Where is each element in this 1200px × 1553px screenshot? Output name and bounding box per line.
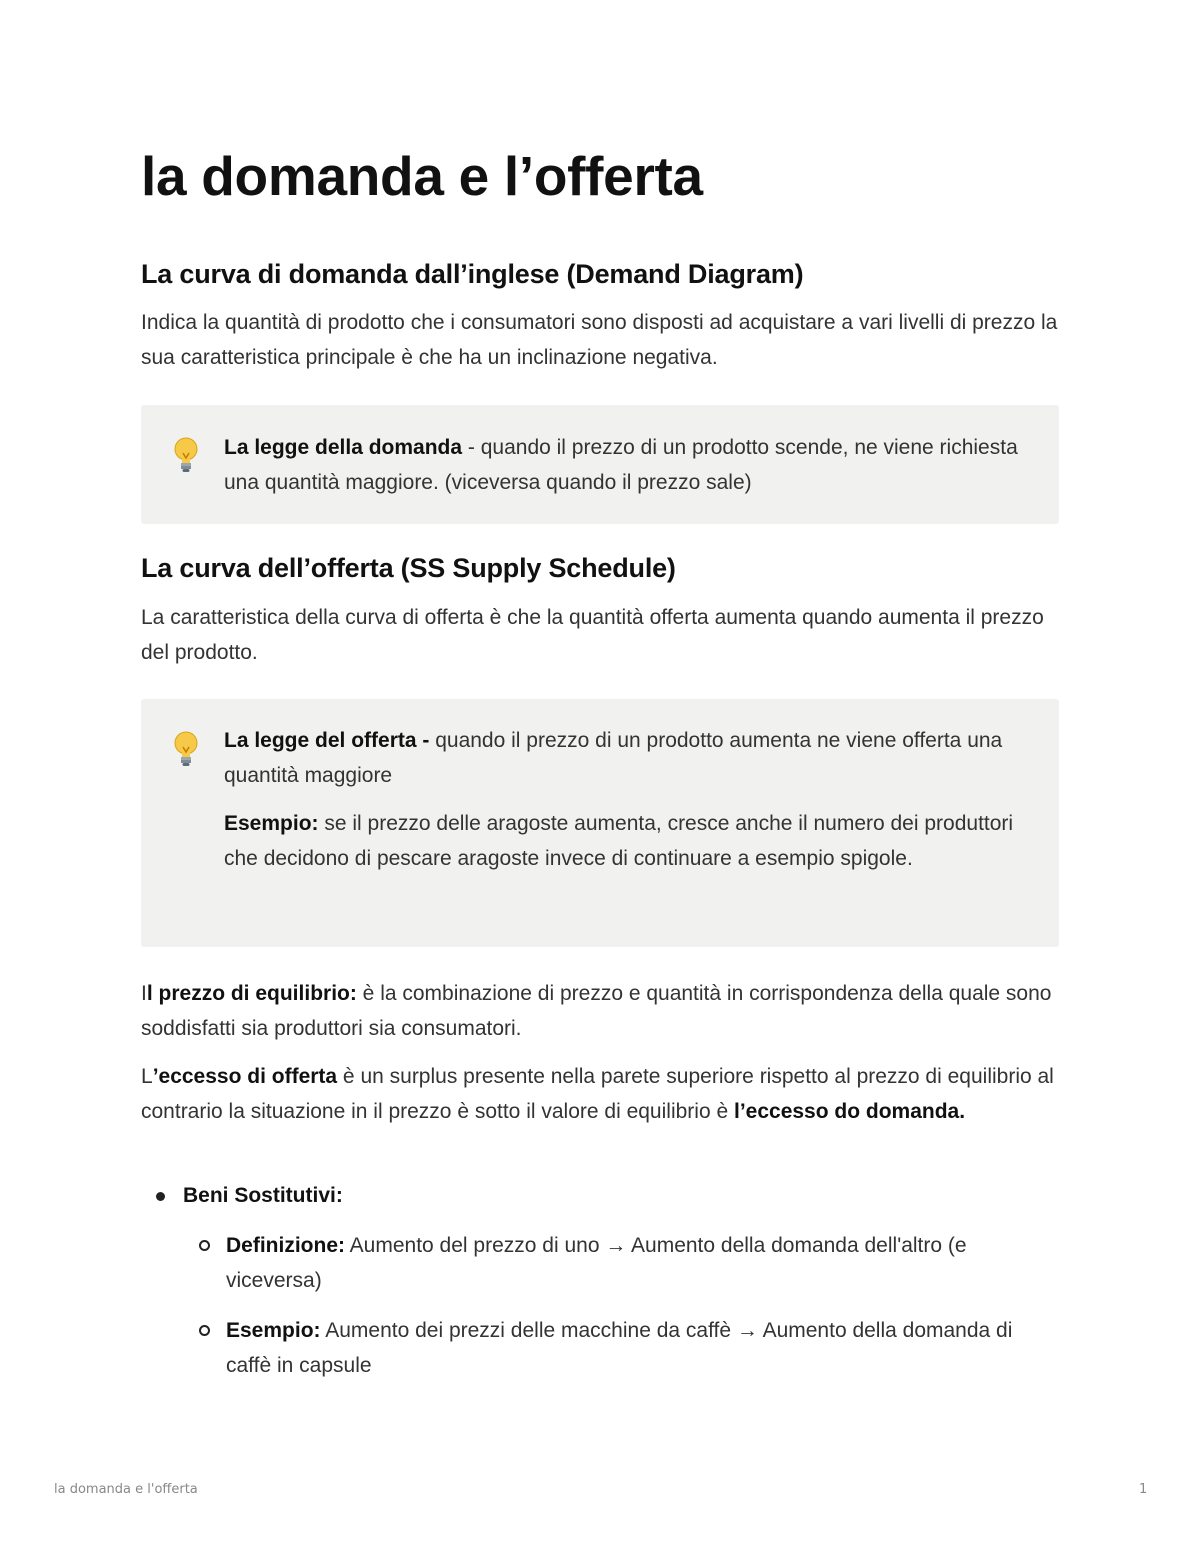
footer-title: la domanda e l'offerta	[54, 1482, 198, 1497]
list-item-label: Beni Sostitutivi:	[183, 1184, 343, 1207]
lightbulb-icon	[169, 435, 203, 475]
paragraph-equilibrium	[141, 976, 1059, 1046]
callout-demand-bold: La legge della domanda	[224, 436, 463, 459]
excess-bold-demand: l’eccesso do domanda.	[733, 1100, 966, 1123]
callout-supply-bold: La legge del offerta -	[224, 729, 430, 752]
callout-supply-text	[224, 723, 1039, 793]
section-heading-demand: La curva di domanda dall’inglese (Demand Diagram)	[141, 259, 804, 289]
list-item	[183, 1178, 1059, 1213]
page-number: 1	[1139, 1482, 1148, 1497]
sub-item-bold: Esempio:	[226, 1319, 321, 1342]
paragraph-supply: La caratteristica della curva di offerta è che la quantità offerta aumenta quando aumenta il prezzo del prodotto.	[141, 606, 1044, 664]
section-heading-supply: La curva dell’offerta (SS Supply Schedule)	[141, 553, 676, 583]
bullet-circle-icon	[199, 1325, 210, 1336]
paragraph-demand: Indica la quantità di prodotto che i consumatori sono disposti ad acquistare a vari livelli di prezzo la sua caratteristica principale è che ha un inclinazione negativa.	[141, 311, 1058, 369]
lightbulb-icon	[169, 729, 203, 769]
excess-body: è un surplus presente nella parete superiore rispetto al prezzo di equilibrio al contrario la situazione in il prezzo è sotto il valore di equilibrio è	[141, 1065, 1054, 1123]
page-title: la domanda e l’offerta	[141, 145, 703, 207]
sub-item-bold: Definizione:	[226, 1234, 345, 1257]
paragraph-excess	[141, 1059, 1059, 1129]
callout-demand-body: - quando il prezzo di un prodotto scende, ne viene richiesta una quantità maggiore. (viceversa quando il prezzo sale)	[224, 436, 1018, 494]
equilibrium-bold: l prezzo di equilibrio:	[146, 982, 357, 1005]
callout-example-body: se il prezzo delle aragoste aumenta, cresce anche il numero dei produttori che decidono di pescare aragoste invece di continuare a esempio spigole.	[224, 812, 1014, 870]
list-item	[226, 1313, 1059, 1383]
excess-prefix: L	[141, 1065, 153, 1088]
bullet-dot-icon	[156, 1192, 165, 1201]
callout-example-bold: Esempio:	[224, 812, 319, 835]
callout-demand-law	[141, 405, 1059, 524]
callout-supply-example	[224, 806, 1039, 876]
equilibrium-body: è la combinazione di prezzo e quantità in corrispondenza della quale sono soddisfatti sia produttori sia consumatori.	[141, 982, 1052, 1040]
bullet-circle-icon	[199, 1240, 210, 1251]
sub-item-text: Aumento del prezzo di uno → Aumento della domanda dell'altro (e viceversa)	[226, 1234, 967, 1292]
excess-bold-offer: ’eccesso di offerta	[152, 1065, 338, 1088]
list-item	[226, 1228, 1059, 1298]
sub-item-text: Aumento dei prezzi delle macchine da caffè → Aumento della domanda di caffè in capsule	[226, 1319, 1013, 1377]
callout-supply-body: quando il prezzo di un prodotto aumenta ne viene offerta una quantità maggiore	[224, 729, 1003, 787]
callout-supply-law	[141, 699, 1059, 947]
callout-demand-text	[224, 430, 1039, 500]
equilibrium-prefix: I	[141, 982, 147, 1005]
